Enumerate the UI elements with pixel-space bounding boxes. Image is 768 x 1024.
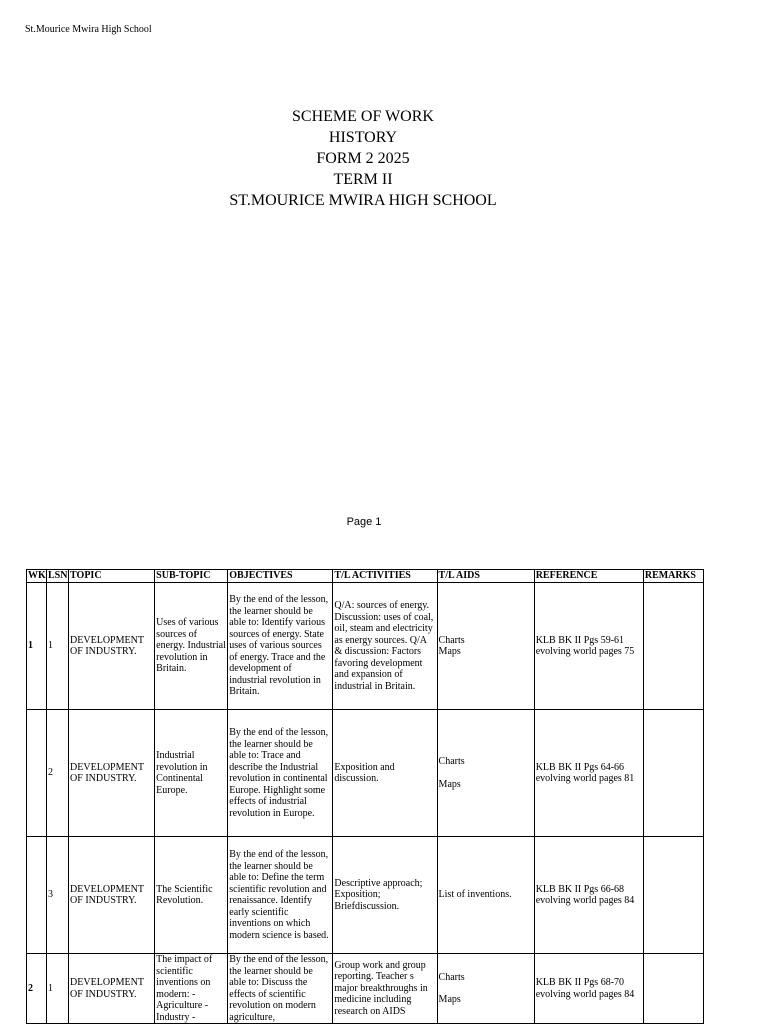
topic-cell: DEVELOPMENT OF INDUSTRY. — [69, 710, 155, 837]
header-subtopic: SUB-TOPIC — [155, 570, 228, 583]
week-cell — [27, 837, 47, 954]
table-row — [27, 710, 704, 837]
document-title — [0, 106, 726, 211]
running-header: St.Mourice Mwira High School — [25, 24, 152, 35]
title-line: SCHEME OF WORK — [292, 108, 434, 125]
header-reference: REFERENCE — [534, 570, 643, 583]
lesson-cell: 1 — [47, 954, 69, 1024]
table-row — [27, 583, 704, 710]
aid-item: List of inventions. — [438, 889, 512, 901]
topic-cell: DEVELOPMENT OF INDUSTRY. — [69, 954, 155, 1024]
title-line: ST.MOURICE MWIRA HIGH SCHOOL — [229, 192, 497, 209]
activities-cell: Exposition and discussion. — [333, 710, 437, 837]
aids-cell — [437, 954, 534, 1024]
activities-cell: Descriptive approach; Exposition; Briefdiscussion. — [333, 837, 437, 954]
objectives-cell: By the end of the lesson, the learner should be able to: Define the term scientific revolution and renaissance. Identify early scientific inventions on which modern science is based. — [228, 837, 333, 954]
aid-item: Maps — [438, 778, 461, 790]
title-line: FORM 2 2025 — [316, 150, 410, 167]
remarks-cell — [643, 837, 703, 954]
topic-cell: DEVELOPMENT OF INDUSTRY. — [69, 837, 155, 954]
header-wk: WK — [28, 570, 46, 582]
aids-cell — [437, 710, 534, 837]
reference-cell: KLB BK II Pgs 68-70 evolving world pages 84 — [534, 954, 643, 1024]
aids-cell — [437, 583, 534, 710]
lesson-cell: 1 — [47, 583, 69, 710]
objectives-cell: By the end of the lesson, the learner should be able to: Discuss the effects of scientific revolution on modern agriculture, — [228, 954, 333, 1024]
week-cell: 1 — [27, 583, 47, 710]
header-lsn: LSN — [48, 570, 68, 582]
subtopic-cell: The impact of scientific inventions on modern: - Agriculture - Industry - — [155, 954, 228, 1024]
reference-cell: KLB BK II Pgs 64-66 evolving world pages 81 — [534, 710, 643, 837]
remarks-cell — [643, 710, 703, 837]
subtopic-cell: The Scientific Revolution. — [155, 837, 228, 954]
aid-item: Charts — [438, 971, 465, 983]
aid-item: Maps — [438, 646, 461, 657]
aids-cell — [437, 837, 534, 954]
week-cell: 2 — [27, 954, 47, 1024]
activities-cell: Q/A: sources of energy. Discussion: uses of coal, oil, steam and electricity as energy sources. Q/A & discussion: Factors favoring development and expansion of industrial in Britain. — [333, 583, 437, 710]
page-number: Page 1 — [346, 516, 382, 528]
header-objectives: OBJECTIVES — [228, 570, 333, 583]
remarks-cell — [643, 583, 703, 710]
scheme-of-work-table — [26, 569, 704, 1024]
aid-item: Charts — [438, 756, 465, 767]
objectives-cell: By the end of the lesson, the learner should be able to: Identify various sources of energy. State uses of various sources of energy. Trace and the development of industrial revolution in Britain. — [228, 583, 333, 710]
table-row — [27, 954, 704, 1024]
activities-cell: Group work and group reporting. Teacher s major breakthroughs in medicine including research on AIDS — [333, 954, 437, 1024]
title-line: TERM II — [333, 171, 393, 188]
topic-cell: DEVELOPMENT OF INDUSTRY. — [69, 583, 155, 710]
table-header-row — [27, 570, 704, 583]
header-aids: T/L AIDS — [437, 570, 534, 583]
header-remarks: REMARKS — [643, 570, 703, 583]
header-activities: T/L ACTIVITIES — [333, 570, 437, 583]
header-topic: TOPIC — [69, 570, 155, 583]
reference-cell: KLB BK II Pgs 59-61 evolving world pages 75 — [534, 583, 643, 710]
aid-item: Charts — [438, 634, 465, 646]
subtopic-cell: Industrial revolution in Continental Europe. — [155, 710, 228, 837]
week-cell — [27, 710, 47, 837]
lesson-cell: 3 — [47, 837, 69, 954]
lesson-cell: 2 — [47, 710, 69, 837]
remarks-cell — [643, 954, 703, 1024]
table-row — [27, 837, 704, 954]
subtopic-cell: Uses of various sources of energy. Industrial revolution in Britain. — [155, 583, 228, 710]
objectives-cell: By the end of the lesson, the learner should be able to: Trace and describe the Industrial revolution in continental Europe. Highlight some effects of industrial revolution in Europe. — [228, 710, 333, 837]
reference-cell: KLB BK II Pgs 66-68 evolving world pages 84 — [534, 837, 643, 954]
title-line: HISTORY — [328, 129, 398, 146]
aid-item: Maps — [438, 994, 461, 1005]
